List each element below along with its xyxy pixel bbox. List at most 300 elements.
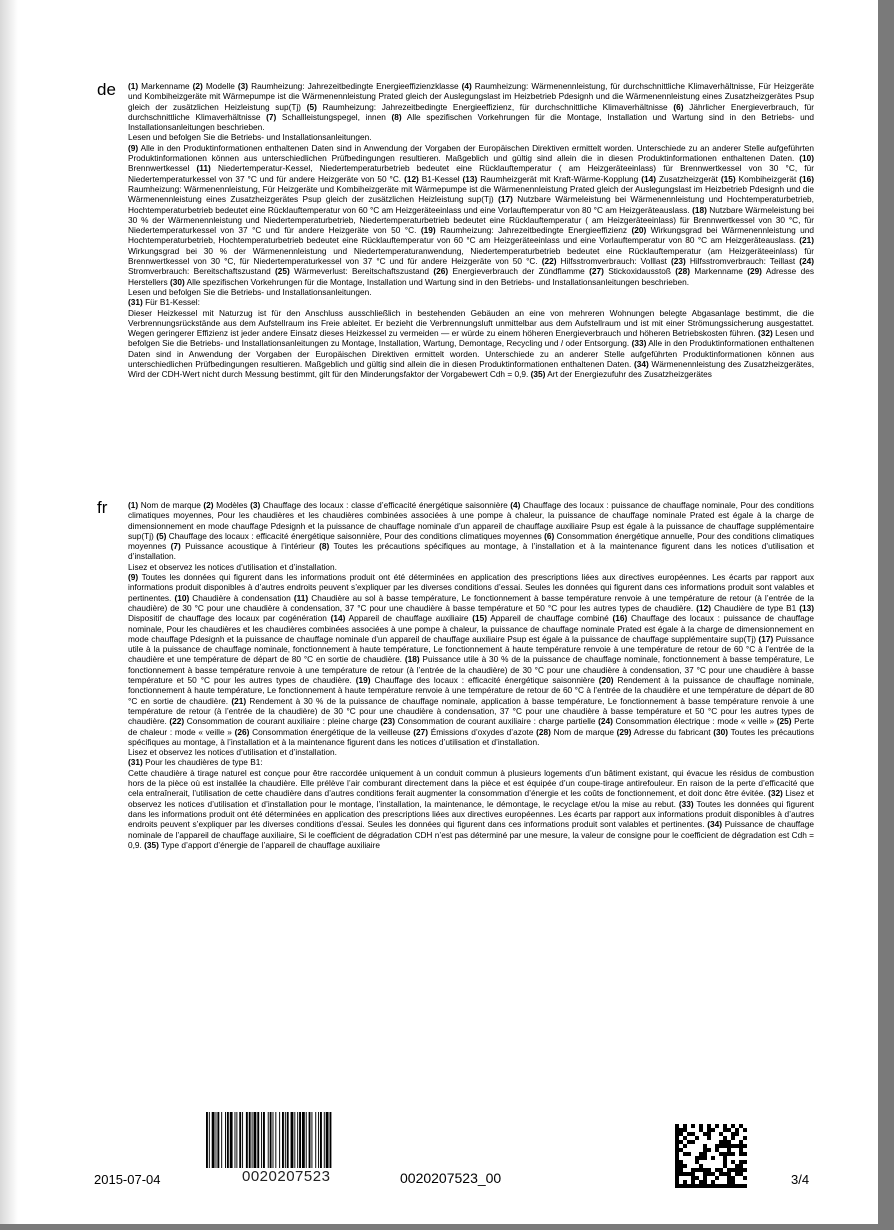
text-run: Nutzbare Wärmeleistung bei Wärmenennleistung und Hochtemperaturbetrieb, Hochtemperaturbetrieb bedeutet eine Rücklauftemperatur von 60 °C am Heizgeräteeinlass und eine Vorlauftemperatur von 80 °C am Heizgeräteauslass. xyxy=(128,194,814,215)
barcode-bar xyxy=(212,1112,215,1168)
text-run: Alle in den Produktinformationen enthaltenen Daten sind in Anwendung der Vorgaben der Europäischen Direktiven ermittelt worden. Unterschiede zu an anderer Stelle aufgeführten Produktinformationen können aus unterschiedlichen Prüfbedingungen resultieren. Maßgeblich und gültig sind allein die in diesen Produktinformationen enthaltenen Daten. xyxy=(128,142,814,164)
text-run: Rendement à 30 % de la puissance de chauffage nominale, application à basse température, Le fonctionnement à basse température renvoie à une température de retour (à l’entrée de la chaudière) de 30 °C pour une chaudière à condensation, 37 °C pour une chaudière à basse température et 50 °C pour les autres types de chaudière. xyxy=(128,695,814,727)
code-module xyxy=(715,1168,719,1172)
barcode-bar xyxy=(297,1112,298,1168)
item-number: (29) xyxy=(616,726,632,737)
barcode-bar xyxy=(252,1112,253,1168)
code-module xyxy=(719,1140,723,1144)
code-module xyxy=(687,1184,691,1188)
code-module xyxy=(739,1168,743,1172)
text-run: Markenname xyxy=(138,81,193,91)
code-module xyxy=(707,1136,711,1140)
barcode-bar xyxy=(249,1112,251,1168)
text-run: Markenname xyxy=(690,266,748,277)
document-id: 0020207523_00 xyxy=(400,1170,502,1186)
item-number: (18) xyxy=(404,654,420,665)
text-run: Art der Energiezufuhr des Zusatzheizgerätes xyxy=(545,369,712,380)
code-module xyxy=(715,1124,719,1128)
code-module xyxy=(715,1148,719,1152)
text-run: Wärmeverlust: Bereitschaftszustand xyxy=(289,266,434,277)
paragraph xyxy=(128,562,814,572)
code-module xyxy=(707,1148,711,1152)
text-run: Modelle xyxy=(202,81,238,91)
paragraph xyxy=(128,287,814,297)
item-number: (33) xyxy=(678,798,694,809)
barcode-bar xyxy=(217,1112,219,1168)
code-module xyxy=(731,1132,735,1136)
barcode-bar xyxy=(282,1112,284,1168)
barcode-bar xyxy=(230,1112,233,1168)
item-number: (7) xyxy=(266,111,277,122)
text-run: Toutes les précautions spécifiques au montage, à l’installation et à la maintenance figurent dans les notices d’utilisation et d’installation. xyxy=(128,541,814,562)
code-module xyxy=(695,1156,699,1160)
code-module xyxy=(739,1140,743,1144)
code-module xyxy=(707,1124,711,1128)
barcode-bar xyxy=(221,1112,222,1168)
text-run: Toutes les précautions spécifiques au montage, à l’installation et à la maintenance figurent dans les notices d’utilisation et d’installation. xyxy=(128,726,814,747)
item-number: (9) xyxy=(128,572,139,583)
code-module xyxy=(707,1168,711,1172)
code-module xyxy=(727,1168,731,1172)
item-number: (12) xyxy=(696,602,711,613)
item-number: (29) xyxy=(747,266,762,277)
code-module xyxy=(743,1160,747,1164)
code-module xyxy=(715,1184,719,1188)
text-run: Lesen und befolgen Sie die Betriebs- und Installationsanleitungen. xyxy=(128,286,372,297)
code-module xyxy=(679,1132,683,1136)
code-module xyxy=(731,1152,735,1156)
barcode-bar xyxy=(257,1112,259,1168)
barcode-bar xyxy=(206,1112,208,1168)
datamatrix-code-image xyxy=(675,1124,747,1188)
code-module xyxy=(719,1132,723,1136)
item-number: (20) xyxy=(631,225,647,236)
code-module xyxy=(739,1164,743,1168)
text-run: Rendement à la puissance de chauffage nominale, fonctionnement à haute température, Le fonctionnement à haute température renvoie à une température de retour de 60 °C à l’entrée de la chaudière et une température de départ de 80 °C en sortie de chaudière. xyxy=(128,675,814,706)
code-module xyxy=(723,1184,727,1188)
barcode-bar xyxy=(320,1112,322,1168)
code-module xyxy=(703,1168,707,1172)
page-number: 3/4 xyxy=(791,1172,810,1187)
code-module xyxy=(675,1160,679,1164)
item-number: (30) xyxy=(713,726,729,737)
code-module xyxy=(675,1172,679,1176)
text-run: Brennwertkessel xyxy=(128,163,197,174)
item-number: (10) xyxy=(174,592,190,603)
item-number: (32) xyxy=(757,328,773,339)
text-run: Wirkungsgrad bei 30 % der Wärmenennleistung und Niedertemperaturanwendung, Niedertemperaturbetrieb bedeutet eine Rücklauftemperatur (am Heizgeräteeinlass) für Brennwertkessel von 30 °C, für Niedertemperaturkessel von 37 °C und für andere Heizgeräte von 50 °C. xyxy=(128,245,814,267)
item-number: (31) xyxy=(128,757,143,768)
item-number: (16) xyxy=(612,613,628,624)
code-module xyxy=(679,1160,683,1164)
code-module xyxy=(735,1132,739,1136)
code-module xyxy=(735,1184,739,1188)
code-module xyxy=(723,1164,727,1168)
code-module xyxy=(703,1184,707,1188)
text-run: Niedertemperatur-Kessel, Niedertemperaturbetrieb bedeutet eine Rücklauftemperatur ( am Heizgeräteeinlass) für Brennwertkessel von 30 °C, für Niedertemperaturkessel von 37 °C und für andere Heizgeräte von 50 °C. xyxy=(128,163,814,184)
item-number: (6) xyxy=(544,530,555,541)
text-run: Zusatzheizgerät xyxy=(656,173,721,184)
barcode-bar xyxy=(261,1112,262,1168)
code-module xyxy=(703,1152,707,1156)
item-number: (10) xyxy=(799,153,814,164)
code-module xyxy=(703,1172,707,1176)
barcode-bar xyxy=(236,1112,237,1168)
code-module xyxy=(743,1128,747,1132)
text-run: Dispositif de chauffage des locaux par cogénération xyxy=(128,613,331,624)
item-number: (11) xyxy=(196,163,211,174)
barcode-number: 0020207523 xyxy=(242,1168,331,1185)
code-module xyxy=(731,1124,735,1128)
barcode-bar xyxy=(287,1112,289,1168)
code-module xyxy=(719,1168,723,1172)
code-module xyxy=(739,1152,743,1156)
code-module xyxy=(707,1128,711,1132)
text-run: Nutzbare Wärmeleistung bei 30 % der Wärmenennleistung und Niedertemperaturbetrieb, Niedertemperaturbetrieb bedeutet eine Rücklauftemperatur ( am Heizgeräteeinlass) für Brennwertkessel von 30 °C, für Niedertemperaturkessel von 37 °C und für andere Heizgeräte von 50 °C. xyxy=(128,204,814,236)
code-module xyxy=(703,1132,707,1136)
code-module xyxy=(695,1168,699,1172)
code-module xyxy=(691,1184,695,1188)
code-module xyxy=(679,1148,683,1152)
code-module xyxy=(691,1180,695,1184)
text-run: Appareil de chauffage combiné xyxy=(486,613,613,624)
item-number: (30) xyxy=(169,276,185,287)
code-module xyxy=(675,1124,679,1128)
barcode-bar xyxy=(270,1112,272,1168)
code-module xyxy=(723,1156,727,1160)
text-run: Type d’apport d’énergie de l’appareil de chauffage auxiliaire xyxy=(158,839,381,850)
item-number: (34) xyxy=(707,819,723,830)
code-module xyxy=(731,1176,735,1180)
item-number: (22) xyxy=(541,256,557,267)
code-module xyxy=(727,1148,731,1152)
item-number: (21) xyxy=(799,235,814,246)
code-module xyxy=(699,1156,703,1160)
code-module xyxy=(727,1152,731,1156)
code-module xyxy=(699,1164,703,1168)
item-number: (25) xyxy=(275,266,290,277)
code-module xyxy=(719,1172,723,1176)
text-run: Chauffage des locaux : efficacité énergétique saisonnière xyxy=(370,675,599,686)
item-number: (9) xyxy=(128,142,139,153)
item-number: (15) xyxy=(720,173,736,184)
item-number: (26) xyxy=(433,266,449,277)
text-run: Lesen und befolgen Sie die Betriebs- und Installationsanleitungen. xyxy=(128,132,372,143)
code-module xyxy=(711,1180,715,1184)
text-run: Chaudière au sol à basse température, Le fonctionnement à basse température renvoie à une température de retour (à l’entrée de la chaudière) de 30 °C pour une chaudière à condensation, 37 °C pour une chaudière à basse température et 50 °C pour les autres types de chaudière. xyxy=(128,592,814,613)
item-number: (35) xyxy=(530,369,546,380)
paragraph xyxy=(128,297,814,307)
code-module xyxy=(675,1128,679,1132)
code-module xyxy=(691,1140,695,1144)
code-module xyxy=(711,1156,715,1160)
code-module xyxy=(727,1180,731,1184)
code-module xyxy=(739,1184,743,1188)
code-module xyxy=(699,1168,703,1172)
text-run: Appareil de chauffage auxiliaire xyxy=(345,613,473,624)
code-module xyxy=(695,1136,699,1140)
code-module xyxy=(703,1144,707,1148)
barcode-bar xyxy=(309,1112,311,1168)
text-run: Adresse des Herstellers xyxy=(128,266,815,287)
item-number: (15) xyxy=(472,613,487,624)
code-module xyxy=(703,1180,707,1184)
item-number: (16) xyxy=(799,173,814,184)
item-number: (17) xyxy=(758,633,774,644)
code-module xyxy=(695,1176,699,1180)
barcode-bar xyxy=(227,1112,229,1168)
text-run: Chaudière à condensation xyxy=(189,592,294,603)
barcode-image xyxy=(206,1112,370,1168)
item-number: (4) xyxy=(510,500,521,510)
text-run: Nom de marque xyxy=(550,726,617,737)
item-number: (14) xyxy=(330,613,346,624)
code-module xyxy=(727,1184,731,1188)
code-module xyxy=(675,1184,679,1188)
paragraph xyxy=(128,572,814,747)
code-module xyxy=(699,1124,703,1128)
item-number: (32) xyxy=(768,788,783,799)
text-run: Energieverbrauch der Zündflamme xyxy=(448,266,590,277)
code-module xyxy=(739,1144,743,1148)
barcode-bar xyxy=(299,1112,301,1168)
code-module xyxy=(727,1128,731,1132)
viewer-scrollbar-track[interactable] xyxy=(878,0,894,1230)
text-run: Raumheizung: Jahrezeitbedingte Energieeffizienzklasse xyxy=(248,81,462,91)
text-run: Puissance utile à 30 % de la puissance de chauffage nominale, fonctionnement à basse température, Le fonctionnement à basse température renvoie à une température de retour (à l’entrée de la chaudière) de 30 °C pour une chaudière à condensation, 37 °C pour une chaudière à basse température et 50 °C pour les autres types de chaudière. xyxy=(128,654,814,686)
viewer-bottom-edge xyxy=(0,1224,894,1230)
text-run: Puissance utile à la puissance de chauffage nominale, fonctionnement à haute température, Le fonctionnement à haute température renvoie à une température de retour de 60 °C à l’entrée de la chaudière et une température de départ de 80 °C en sortie de chaudière. xyxy=(128,633,814,665)
item-number: (11) xyxy=(293,592,309,603)
code-module xyxy=(703,1156,707,1160)
code-module xyxy=(683,1124,687,1128)
code-module xyxy=(675,1180,679,1184)
item-number: (19) xyxy=(420,225,436,236)
item-number: (18) xyxy=(692,204,707,215)
item-number: (8) xyxy=(319,541,330,552)
barcode-bar xyxy=(263,1112,265,1168)
code-module xyxy=(699,1184,703,1188)
item-number: (6) xyxy=(673,101,684,112)
item-number: (21) xyxy=(231,695,247,706)
barcode-bar xyxy=(279,1112,280,1168)
text-run: Alle in den Produktinformationen enthaltenen Daten sind in Anwendung der Vorgaben der Europäischen Direktiven ermittelt worden. Unterschiede zu an anderer Stelle aufgeführten Produktinformationen können aus unterschiedlichen Prüfbedingungen resultieren. Maßgeblich und gültig sind allein die in diesen Produktinformationen enthaltenen Daten. xyxy=(128,338,814,370)
code-module xyxy=(675,1144,679,1148)
text-run: Pour les chaudières de type B1: xyxy=(142,757,263,768)
item-number: (23) xyxy=(671,256,686,267)
code-module xyxy=(715,1176,719,1180)
paragraph xyxy=(128,768,814,850)
item-number: (31) xyxy=(128,297,143,308)
barcode-bar xyxy=(239,1112,241,1168)
code-module xyxy=(743,1168,747,1172)
barcode-bar xyxy=(209,1112,210,1168)
text-run: Consommation électrique : mode « veille » xyxy=(612,716,777,727)
code-module xyxy=(743,1176,747,1180)
code-module xyxy=(743,1136,747,1140)
barcode-bar xyxy=(216,1112,217,1168)
text-run: Chauffage des locaux : efficacité énergétique saisonnière, Pour des conditions climatiques moyennes xyxy=(166,530,545,541)
barcode-bar xyxy=(225,1112,226,1168)
footer-date: 2015-07-04 xyxy=(94,1172,161,1187)
item-number: (2) xyxy=(203,500,214,510)
code-module xyxy=(711,1128,715,1132)
code-module xyxy=(719,1144,723,1148)
paragraph xyxy=(128,747,814,757)
code-module xyxy=(687,1140,691,1144)
code-module xyxy=(699,1180,703,1184)
text-run: Stickoxidausstoß xyxy=(603,266,676,277)
code-module xyxy=(739,1172,743,1176)
item-number: (24) xyxy=(799,256,814,267)
code-module xyxy=(691,1168,695,1172)
text-run: Consommation de courant auxiliaire : pleine charge xyxy=(184,716,381,727)
text-run: Chaudière de type B1 xyxy=(710,602,800,613)
code-module xyxy=(675,1140,679,1144)
code-module xyxy=(727,1144,731,1148)
item-number: (7) xyxy=(170,541,181,552)
text-run: Consommation de courant auxiliaire : charge partielle xyxy=(395,716,599,727)
language-label-fr: fr xyxy=(97,498,108,517)
code-module xyxy=(691,1132,695,1136)
text-run: Puissance acoustique à l’intérieur xyxy=(180,541,320,552)
code-module xyxy=(723,1128,727,1132)
text-run: Adresse du fabricant xyxy=(631,726,714,737)
code-module xyxy=(679,1168,683,1172)
item-number: (12) xyxy=(404,173,419,184)
code-module xyxy=(727,1140,731,1144)
item-number: (26) xyxy=(234,726,250,737)
text-block-de xyxy=(128,81,814,380)
code-module xyxy=(699,1152,703,1156)
item-number: (17) xyxy=(498,194,513,205)
code-module xyxy=(739,1148,743,1152)
item-number: (5) xyxy=(156,530,167,541)
barcode-bar xyxy=(275,1112,276,1168)
text-run: Raumheizgerät mit Kraft-Wärme-Kopplung xyxy=(477,173,642,184)
code-module xyxy=(691,1176,695,1180)
barcode-bar xyxy=(318,1112,319,1168)
paragraph xyxy=(128,757,814,767)
code-module xyxy=(683,1144,687,1148)
text-run: Raumheizung: Wärmenennleistung, für durchschnittliche Klimaverhältnisse, Für Heizgeräte und Kombiheizgeräte mit Wärmepumpe ist die Wärmenennleistung Prated gleich der Auslegungslast im Heizbetrieb Pdesignh und die Wärmenennleistung eines Zusatzheizgerätes Psup gleich der zusätzlichen Heizleistung sup(Tj) xyxy=(128,81,815,112)
code-module xyxy=(679,1140,683,1144)
item-number: (20) xyxy=(598,675,614,686)
code-module xyxy=(683,1136,687,1140)
barcode-bar xyxy=(294,1112,295,1168)
text-run: Toutes les données qui figurent dans les informations produit ont été déterminées en application des prescriptions liées aux directives européennes. Les écarts par rapport aux informations produit disponibles à d’autres endroits peuvent s’expliquer par les diverses conditions d’essai. Seules les données qui figurent dans ces informations produit sont valables et pertinentes. xyxy=(128,798,814,830)
item-number: (5) xyxy=(306,101,317,112)
item-number: (2) xyxy=(192,81,203,91)
code-module xyxy=(679,1172,683,1176)
barcode-bar xyxy=(285,1112,286,1168)
code-module xyxy=(711,1184,715,1188)
document-page xyxy=(18,0,878,1224)
code-module xyxy=(731,1168,735,1172)
code-module xyxy=(679,1128,683,1132)
code-module xyxy=(675,1152,679,1156)
item-number: (23) xyxy=(380,716,396,727)
text-run: Consommation énergétique de la veilleuse xyxy=(249,726,414,737)
text-run: Wärmenennleistung des Zusatzheizgerätes, Wird der CDH-Wert nicht durch Messung bestimmt, gilt für den Minderungsfaktor der Vorgabewert Cdh = 0,9. xyxy=(128,359,814,380)
text-run: Perte de chaleur : mode « veille » xyxy=(128,716,814,737)
code-module xyxy=(723,1140,727,1144)
code-module xyxy=(675,1156,679,1160)
text-run: Toutes les données qui figurent dans les informations produit ont été déterminées en application des prescriptions liées aux directives européennes. Les écarts par rapport aux informations produit disponibles à d’autres endroits peuvent s’expliquer par les diverses conditions d’essai. Seules les données qui figurent dans ces informations produit sont valables et pertinentes. xyxy=(128,572,814,603)
text-run: Lisez et observez les notices d’utilisation et d’installation pour le montage, l’installation, la maintenance, le démontage, le recyclage et/ou la mise au rebut. xyxy=(128,788,814,809)
item-number: (33) xyxy=(631,338,647,349)
code-module xyxy=(711,1172,715,1176)
text-run: Lesen und befolgen Sie die Betriebs- und Installationsanleitungen zu Montage, Installation, Wartung, Demontage, Recycling und / oder Entsorgung. xyxy=(128,328,815,349)
text-run: Puissance de chauffage nominale de l’appareil de chauffage auxiliaire, Si le coefficient de dégradation CDH n’est pas déterminé par une mesure, la valeur de consigne pour le coefficient de dégradation est Cdh = 0,9. xyxy=(128,819,814,850)
text-run: Kombiheizgerät xyxy=(735,173,800,184)
item-number: (24) xyxy=(598,716,613,727)
item-number: (19) xyxy=(355,675,371,686)
text-run: Für B1-Kessel: xyxy=(142,297,200,308)
code-module xyxy=(675,1168,679,1172)
barcode-bar xyxy=(324,1112,325,1168)
item-number: (3) xyxy=(250,500,261,510)
code-module xyxy=(683,1172,687,1176)
item-number: (1) xyxy=(128,81,139,91)
code-module xyxy=(687,1172,691,1176)
text-run: Raumheizung: Jahrezeitbedingte Energieeffizienz xyxy=(435,225,632,236)
text-run: Raumheizung: Wärmenennleistung, Für Heizgeräte und Kombiheizgeräte mit Wärmepumpe ist die Wärmenennleistung Prated gleich der Auslegungslast im Heizbetrieb Pdesignh und die Wärmenennleistung eines Zusatzheizgerätes Psup gleich der zusätzlichen Heizleistung sup(Tj) xyxy=(128,183,814,205)
code-module xyxy=(731,1136,735,1140)
text-run: Lisez et observez les notices d’utilisation et d’installation. xyxy=(128,747,337,758)
barcode-bar xyxy=(235,1112,236,1168)
code-module xyxy=(707,1184,711,1188)
barcode-bar xyxy=(242,1112,243,1168)
code-module xyxy=(723,1152,727,1156)
barcode-bar xyxy=(302,1112,305,1168)
code-module xyxy=(687,1132,691,1136)
code-module xyxy=(683,1180,687,1184)
code-module xyxy=(735,1172,739,1176)
code-module xyxy=(735,1128,739,1132)
code-module xyxy=(739,1124,743,1128)
text-run: Modèles xyxy=(213,500,251,510)
code-module xyxy=(683,1128,687,1132)
text-run: Consommation énergétique annuelle, Pour des conditions climatiques moyennes xyxy=(128,530,814,552)
code-module xyxy=(679,1164,683,1168)
code-module xyxy=(683,1164,687,1168)
code-module xyxy=(695,1160,699,1164)
item-number: (8) xyxy=(391,111,402,122)
code-module xyxy=(675,1148,679,1152)
code-module xyxy=(715,1144,719,1148)
code-module xyxy=(683,1184,687,1188)
text-run: Chauffage des locaux : classe d’efficacité énergétique saisonnière xyxy=(260,500,511,510)
barcode-bar xyxy=(291,1112,294,1168)
text-run: Schallleistungspegel, innen xyxy=(276,111,392,122)
code-module xyxy=(727,1172,731,1176)
item-number: (4) xyxy=(461,81,472,91)
code-module xyxy=(723,1160,727,1164)
barcode-bar xyxy=(246,1112,248,1168)
code-module xyxy=(731,1184,735,1188)
code-module xyxy=(735,1164,739,1168)
code-module xyxy=(735,1168,739,1172)
code-module xyxy=(683,1152,687,1156)
code-module xyxy=(703,1148,707,1152)
text-block-fr xyxy=(128,500,814,850)
code-module xyxy=(691,1172,695,1176)
paragraph xyxy=(128,308,814,380)
code-module xyxy=(675,1176,679,1180)
code-module xyxy=(723,1136,727,1140)
paragraph xyxy=(128,81,814,132)
